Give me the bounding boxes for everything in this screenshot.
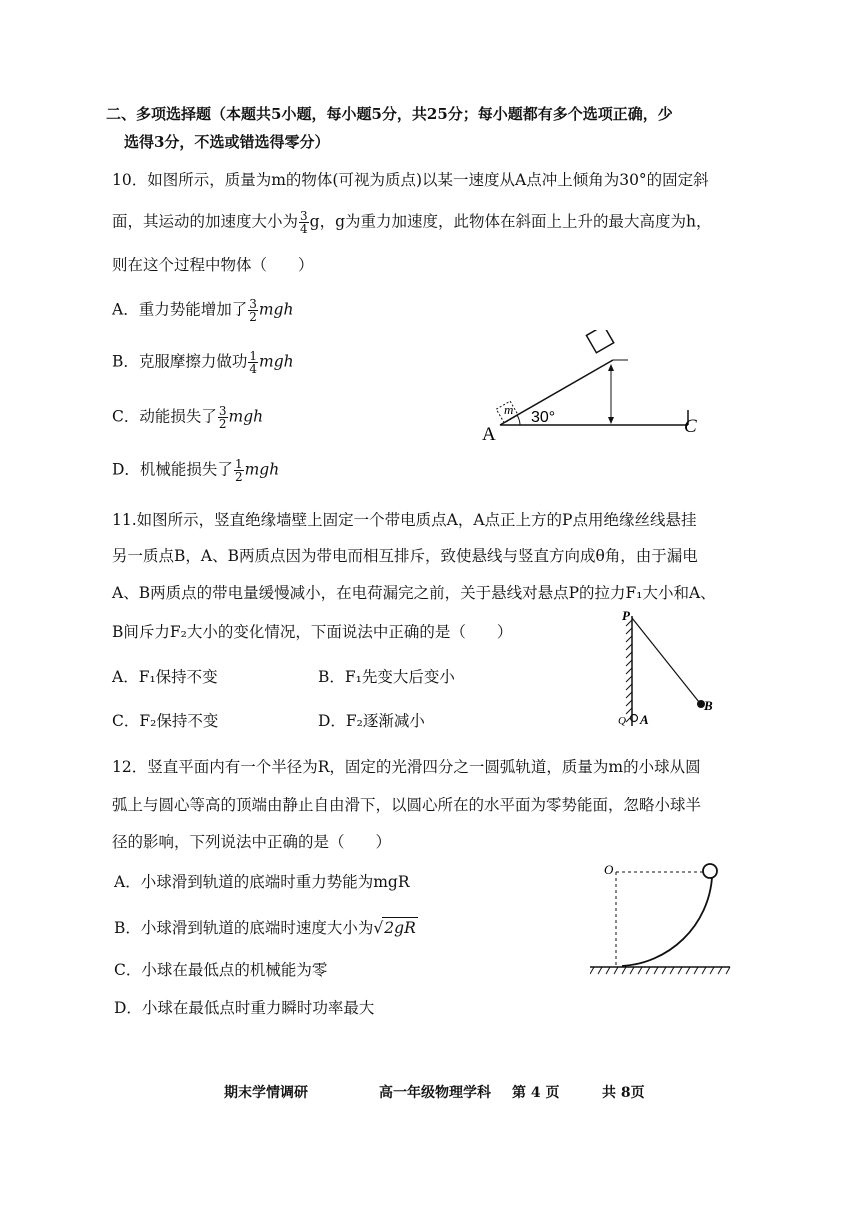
- q11-option-d[interactable]: D．F₂逐渐减小: [318, 712, 425, 730]
- q11-line2: 另一质点B，A、B两质点因为带电而相互排斥，致使悬线与竖直方向成θ角，由于漏电: [112, 547, 698, 565]
- q12-line1: 12．竖直平面内有一个半径为R，固定的光滑四分之一圆弧轨道，质量为m的小球从圆: [112, 758, 701, 776]
- footer-exam-name: 期末学情调研: [224, 1085, 308, 1101]
- q10-option-b-formula: mgh: [259, 352, 294, 371]
- q10-option-b-text: B．克服摩擦力做功: [112, 352, 248, 371]
- q10-line2-text-b: g，g为重力加速度，此物体在斜面上上升的最大高度为h，: [309, 212, 712, 231]
- section-header-line1: 二、多项选择题（本题共5小题，每小题5分，共25分；每小题都有多个选项正确，少: [106, 105, 673, 123]
- q10-option-b-fraction: [248, 350, 258, 375]
- frac-den: 2: [249, 310, 257, 324]
- label-a: A: [482, 424, 496, 445]
- q10-option-d-text: D．机械能损失了: [112, 460, 233, 479]
- quarter-arc-track: [622, 878, 712, 966]
- q12-track-figure: [590, 856, 740, 986]
- frac-num: 1: [234, 457, 243, 471]
- q12-option-b-sqrt: 2gR: [384, 919, 416, 937]
- angle-label: 30°: [531, 409, 556, 426]
- q10-line2: [112, 210, 712, 235]
- block-top: [586, 330, 613, 353]
- ground-hatching: [590, 967, 730, 974]
- q10-option-c-text: C．动能损失了: [112, 407, 217, 426]
- section-header-line2: 选得3分，不选或错选得零分）: [124, 133, 330, 151]
- label-p: P: [622, 608, 630, 623]
- q12-line2: 弧上与圆心等高的顶端由静止自由滑下，以圆心所在的水平面为零势能面，忽略小球半: [112, 796, 702, 814]
- q10-frac-den: 4: [300, 222, 308, 236]
- frac-num: 3: [218, 404, 227, 418]
- frac-den: 4: [249, 362, 258, 376]
- q10-option-c[interactable]: [112, 405, 263, 430]
- q11-line3: A、B两质点的带电量缓慢减小，在电荷漏完之前，关于悬线对悬点P的拉力F₁大小和A、: [112, 584, 716, 602]
- frac-den: 2: [234, 470, 243, 484]
- label-b: B: [704, 698, 713, 713]
- q11-wall-figure: [612, 606, 722, 734]
- q10-option-d-formula: mgh: [244, 460, 280, 479]
- q10-option-a-text: A．重力势能增加了: [112, 300, 248, 319]
- q10-line1: 10．如图所示，质量为m的物体(可视为质点)以某一速度从A点冲上倾角为30°的固定斜: [112, 171, 709, 189]
- label-q: Q: [618, 715, 626, 727]
- footer-subject: 高一年级物理学科: [379, 1085, 491, 1101]
- q11-option-b[interactable]: B．F₁先变大后变小: [318, 668, 455, 686]
- angle-arc: [517, 415, 520, 425]
- q10-option-a-formula: mgh: [258, 300, 294, 319]
- q10-line2-text-a: 面，其运动的加速度大小为: [112, 212, 299, 231]
- q10-option-a[interactable]: [112, 298, 293, 323]
- label-o: O: [604, 862, 614, 877]
- footer-total-pages: 共 8页: [602, 1085, 645, 1101]
- q10-option-c-formula: mgh: [228, 407, 264, 426]
- q12-option-c[interactable]: C．小球在最低点的机械能为零: [114, 961, 328, 979]
- label-a: A: [640, 712, 649, 727]
- q10-option-a-fraction: [248, 298, 258, 323]
- q10-option-d-fraction: [234, 458, 244, 483]
- q10-line3: 则在这个过程中物体（ ）: [112, 256, 314, 274]
- q10-option-c-fraction: [218, 405, 228, 430]
- q12-option-b-text: B．小球滑到轨道的底端时速度大小为: [114, 919, 374, 937]
- q11-option-a[interactable]: A．F₁保持不变: [112, 668, 218, 686]
- q12-option-b[interactable]: [114, 917, 418, 938]
- label-c: C: [684, 416, 697, 437]
- q10-option-b[interactable]: [112, 350, 294, 375]
- q10-incline-figure: [478, 330, 708, 445]
- q11-line4: B间斥力F₂大小的变化情况，下面说法中正确的是（ ）: [112, 623, 513, 641]
- q10-accel-fraction: [299, 210, 309, 235]
- ball: [703, 864, 717, 878]
- frac-num: 3: [249, 297, 257, 311]
- q10-option-d[interactable]: [112, 458, 279, 483]
- q11-line1: 11.如图所示，竖直绝缘墙壁上固定一个带电质点A，A点正上方的P点用绝缘丝线悬挂: [112, 511, 697, 529]
- wall-hatching: [626, 620, 632, 722]
- label-m: m: [504, 402, 514, 417]
- suspension-thread: [632, 618, 699, 702]
- footer-page-number: 第 4 页: [512, 1085, 560, 1101]
- height-arrow-down: [608, 417, 614, 424]
- q12-line3: 径的影响，下列说法中正确的是（ ）: [112, 833, 392, 851]
- q12-option-d[interactable]: D．小球在最低点时重力瞬时功率最大: [114, 999, 375, 1017]
- frac-den: 2: [218, 417, 227, 431]
- height-arrow-up: [608, 364, 614, 371]
- frac-num: 1: [249, 349, 258, 363]
- q12-option-a[interactable]: A．小球滑到轨道的底端时重力势能为mgR: [114, 873, 410, 891]
- q11-option-c[interactable]: C．F₂保持不变: [112, 712, 219, 730]
- sqrt-sign: √: [373, 919, 384, 937]
- q10-frac-num: 3: [300, 209, 308, 223]
